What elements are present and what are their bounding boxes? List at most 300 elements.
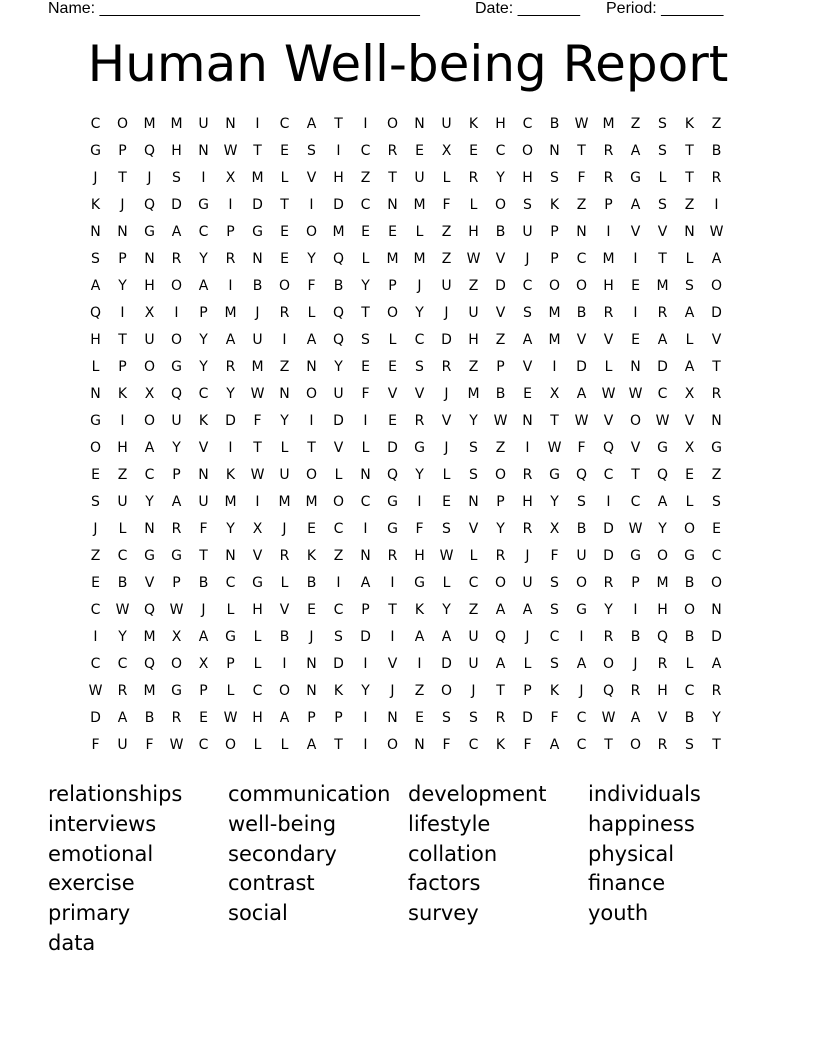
- grid-letter: S: [577, 494, 586, 510]
- grid-letter: E: [91, 575, 100, 591]
- word-bank-item: relationships: [48, 782, 183, 806]
- grid-letter: O: [683, 521, 696, 537]
- grid-letter: L: [523, 656, 532, 672]
- grid-letter: A: [306, 116, 317, 132]
- grid-letter: C: [117, 656, 128, 672]
- grid-letter: F: [442, 737, 451, 753]
- grid-letter: C: [414, 332, 425, 348]
- grid-letter: P: [118, 251, 127, 267]
- grid-letter: E: [361, 359, 370, 375]
- grid-letter: R: [711, 170, 722, 186]
- grid-letter: N: [522, 413, 533, 429]
- grid-letter: N: [225, 116, 236, 132]
- grid-letter: J: [255, 305, 260, 321]
- grid-letter: R: [603, 305, 614, 321]
- grid-letter: C: [522, 278, 533, 294]
- grid-letter: E: [199, 710, 208, 726]
- grid-letter: M: [602, 116, 615, 132]
- grid-letter: O: [386, 305, 399, 321]
- grid-letter: Q: [170, 386, 183, 402]
- grid-letter: L: [361, 251, 370, 267]
- grid-letter: B: [198, 575, 209, 591]
- grid-letter: T: [307, 440, 316, 456]
- grid-letter: L: [685, 332, 694, 348]
- grid-row: [82, 111, 734, 138]
- grid-letter: X: [549, 521, 560, 537]
- grid-letter: N: [360, 548, 371, 564]
- grid-letter: M: [386, 251, 399, 267]
- header-fields: [48, 0, 768, 19]
- grid-letter: A: [576, 656, 587, 672]
- grid-row: [82, 165, 734, 192]
- grid-letter: S: [415, 359, 424, 375]
- grid-letter: U: [333, 386, 344, 402]
- grid-letter: W: [601, 386, 616, 402]
- grid-letter: N: [684, 224, 695, 240]
- grid-letter: O: [278, 683, 291, 699]
- grid-letter: S: [307, 143, 316, 159]
- grid-letter: F: [577, 440, 586, 456]
- grid-letter: A: [630, 197, 641, 213]
- grid-letter: J: [93, 170, 98, 186]
- word-bank-item: development: [408, 782, 547, 806]
- grid-letter: T: [496, 683, 505, 699]
- grid-letter: G: [414, 440, 425, 456]
- grid-letter: E: [307, 602, 316, 618]
- grid-letter: X: [144, 305, 155, 321]
- grid-letter: C: [279, 116, 290, 132]
- grid-letter: Q: [89, 305, 102, 321]
- grid-letter: D: [441, 656, 452, 672]
- grid-letter: N: [630, 359, 641, 375]
- grid-letter: S: [550, 170, 559, 186]
- grid-letter: L: [469, 197, 478, 213]
- grid-letter: L: [442, 467, 451, 483]
- grid-letter: Q: [656, 467, 669, 483]
- grid-letter: Q: [143, 143, 156, 159]
- grid-letter: P: [550, 224, 559, 240]
- grid-letter: I: [255, 116, 260, 132]
- name-field: Name: ____________________________________: [48, 0, 420, 17]
- grid-letter: Q: [494, 629, 507, 645]
- grid-letter: V: [414, 386, 425, 402]
- grid-letter: N: [279, 386, 290, 402]
- grid-letter: Y: [172, 440, 181, 456]
- grid-letter: R: [117, 683, 128, 699]
- grid-letter: U: [441, 116, 452, 132]
- grid-letter: L: [442, 170, 451, 186]
- grid-letter: V: [279, 602, 290, 618]
- grid-letter: F: [550, 710, 559, 726]
- grid-letter: C: [576, 737, 587, 753]
- grid-letter: I: [363, 116, 368, 132]
- word-bank-item: happiness: [588, 811, 695, 836]
- grid-letter: V: [522, 359, 533, 375]
- grid-letter: B: [279, 629, 290, 645]
- grid-letter: M: [143, 116, 156, 132]
- grid-letter: C: [630, 494, 641, 510]
- word-bank-item: contrast: [228, 871, 315, 896]
- grid-letter: I: [255, 494, 260, 510]
- grid-row: [82, 678, 734, 705]
- grid-letter: Q: [143, 656, 156, 672]
- grid-letter: L: [469, 548, 478, 564]
- grid-letter: R: [441, 359, 452, 375]
- grid-letter: C: [90, 116, 101, 132]
- grid-letter: V: [630, 224, 641, 240]
- grid-letter: V: [657, 710, 668, 726]
- grid-letter: U: [414, 170, 425, 186]
- grid-letter: L: [118, 521, 127, 537]
- grid-letter: Y: [469, 413, 478, 429]
- grid-letter: W: [709, 224, 724, 240]
- grid-letter: J: [147, 170, 152, 186]
- grid-letter: I: [633, 305, 638, 321]
- grid-letter: T: [280, 197, 289, 213]
- grid-letter: V: [603, 413, 614, 429]
- grid-letter: Z: [495, 332, 506, 348]
- grid-letter: C: [360, 494, 371, 510]
- grid-letter: E: [523, 386, 532, 402]
- grid-letter: O: [305, 467, 318, 483]
- grid-letter: M: [656, 278, 669, 294]
- grid-letter: A: [576, 386, 587, 402]
- grid-letter: V: [495, 305, 506, 321]
- grid-letter: B: [684, 710, 695, 726]
- grid-letter: Y: [361, 278, 370, 294]
- grid-letter: P: [118, 143, 127, 159]
- grid-letter: C: [603, 467, 614, 483]
- grid-row: [82, 624, 734, 651]
- grid-letter: I: [201, 170, 206, 186]
- grid-letter: G: [198, 197, 209, 213]
- grid-letter: L: [658, 170, 667, 186]
- grid-letter: O: [629, 413, 642, 429]
- grid-letter: V: [252, 548, 263, 564]
- grid-letter: Y: [415, 467, 424, 483]
- grid-letter: R: [171, 521, 182, 537]
- grid-letter: Q: [143, 197, 156, 213]
- grid-letter: B: [576, 305, 587, 321]
- grid-letter: B: [549, 116, 560, 132]
- grid-letter: E: [415, 710, 424, 726]
- grid-letter: I: [363, 656, 368, 672]
- grid-letter: R: [522, 521, 533, 537]
- grid-letter: F: [91, 737, 100, 753]
- grid-letter: J: [444, 440, 449, 456]
- grid-letter: W: [574, 116, 589, 132]
- grid-letter: W: [439, 548, 454, 564]
- grid-letter: C: [198, 737, 209, 753]
- grid-letter: M: [467, 386, 480, 402]
- word-bank-item: youth: [588, 901, 649, 926]
- grid-letter: T: [712, 737, 721, 753]
- grid-letter: R: [711, 683, 722, 699]
- grid-letter: D: [171, 197, 182, 213]
- grid-letter: P: [334, 710, 343, 726]
- grid-letter: C: [684, 683, 695, 699]
- grid-letter: E: [280, 224, 289, 240]
- grid-letter: F: [577, 170, 586, 186]
- grid-row: [82, 300, 734, 327]
- grid-letter: A: [90, 278, 101, 294]
- grid-letter: B: [117, 575, 128, 591]
- grid-letter: A: [495, 602, 506, 618]
- grid-letter: X: [441, 143, 452, 159]
- grid-letter: W: [601, 710, 616, 726]
- grid-letter: G: [549, 467, 560, 483]
- grid-letter: P: [631, 575, 640, 591]
- grid-letter: I: [552, 359, 557, 375]
- grid-letter: G: [144, 224, 155, 240]
- grid-letter: T: [550, 413, 559, 429]
- grid-letter: O: [305, 386, 318, 402]
- grid-letter: S: [91, 251, 100, 267]
- grid-letter: Q: [575, 467, 588, 483]
- grid-letter: S: [523, 197, 532, 213]
- grid-letter: U: [279, 467, 290, 483]
- grid-letter: O: [440, 683, 453, 699]
- grid-letter: O: [575, 278, 588, 294]
- grid-letter: E: [361, 224, 370, 240]
- grid-letter: C: [117, 548, 128, 564]
- grid-letter: M: [224, 305, 237, 321]
- grid-letter: W: [547, 440, 562, 456]
- grid-letter: U: [468, 656, 479, 672]
- grid-letter: M: [548, 332, 561, 348]
- grid-letter: C: [90, 602, 101, 618]
- grid-letter: E: [469, 143, 478, 159]
- grid-row: [82, 597, 734, 624]
- grid-letter: A: [279, 710, 290, 726]
- grid-letter: E: [685, 467, 694, 483]
- grid-letter: R: [279, 548, 290, 564]
- grid-letter: D: [603, 521, 614, 537]
- grid-letter: A: [522, 332, 533, 348]
- grid-letter: T: [388, 170, 397, 186]
- grid-letter: W: [88, 683, 103, 699]
- grid-letter: X: [144, 386, 155, 402]
- grid-letter: F: [523, 737, 532, 753]
- grid-letter: N: [198, 467, 209, 483]
- grid-letter: Y: [442, 602, 451, 618]
- grid-letter: H: [603, 278, 614, 294]
- grid-letter: N: [117, 224, 128, 240]
- grid-letter: Y: [199, 359, 208, 375]
- grid-letter: Z: [333, 548, 344, 564]
- grid-letter: E: [280, 251, 289, 267]
- grid-letter: G: [630, 170, 641, 186]
- grid-letter: C: [198, 386, 209, 402]
- grid-letter: C: [360, 143, 371, 159]
- grid-letter: N: [144, 521, 155, 537]
- period-field: Period: _______: [606, 0, 724, 17]
- grid-letter: D: [657, 359, 668, 375]
- grid-letter: S: [550, 656, 559, 672]
- grid-letter: F: [361, 386, 370, 402]
- grid-letter: R: [387, 143, 398, 159]
- grid-letter: U: [198, 494, 209, 510]
- grid-letter: B: [684, 629, 695, 645]
- grid-letter: J: [525, 629, 530, 645]
- grid-letter: Z: [495, 440, 506, 456]
- grid-letter: K: [549, 197, 560, 213]
- grid-letter: Y: [550, 494, 559, 510]
- grid-letter: Y: [145, 494, 154, 510]
- grid-letter: U: [522, 224, 533, 240]
- grid-letter: W: [169, 602, 184, 618]
- grid-letter: C: [252, 683, 263, 699]
- grid-letter: O: [332, 494, 345, 510]
- grid-letter: Y: [199, 332, 208, 348]
- grid-letter: I: [336, 143, 341, 159]
- grid-letter: M: [224, 494, 237, 510]
- date-field: Date: _______: [475, 0, 580, 17]
- grid-letter: G: [90, 143, 101, 159]
- grid-letter: T: [199, 548, 208, 564]
- grid-letter: O: [278, 278, 291, 294]
- grid-letter: G: [630, 548, 641, 564]
- grid-letter: D: [603, 548, 614, 564]
- word-bank-item: collation: [408, 841, 498, 866]
- grid-letter: N: [549, 143, 560, 159]
- grid-letter: V: [198, 440, 209, 456]
- grid-letter: J: [309, 629, 314, 645]
- grid-letter: I: [363, 413, 368, 429]
- grid-letter: C: [225, 575, 236, 591]
- grid-letter: T: [388, 602, 397, 618]
- grid-letter: L: [307, 305, 316, 321]
- grid-letter: Z: [711, 467, 722, 483]
- grid-letter: L: [685, 656, 694, 672]
- grid-letter: I: [714, 197, 719, 213]
- grid-letter: P: [226, 224, 235, 240]
- grid-letter: M: [602, 251, 615, 267]
- grid-letter: Y: [280, 413, 289, 429]
- grid-row: [82, 408, 734, 435]
- grid-letter: D: [225, 413, 236, 429]
- grid-letter: N: [198, 143, 209, 159]
- letter-grid: [82, 111, 734, 759]
- grid-letter: Y: [496, 170, 505, 186]
- grid-letter: H: [468, 332, 479, 348]
- grid-letter: S: [469, 440, 478, 456]
- grid-letter: I: [390, 629, 395, 645]
- grid-letter: I: [606, 494, 611, 510]
- grid-letter: O: [575, 575, 588, 591]
- grid-letter: S: [361, 332, 370, 348]
- grid-letter: R: [603, 629, 614, 645]
- grid-letter: R: [711, 386, 722, 402]
- grid-letter: M: [251, 359, 264, 375]
- grid-letter: I: [93, 629, 98, 645]
- grid-letter: O: [143, 359, 156, 375]
- grid-letter: E: [91, 467, 100, 483]
- grid-letter: T: [631, 467, 640, 483]
- grid-letter: C: [468, 737, 479, 753]
- grid-letter: N: [225, 548, 236, 564]
- grid-letter: C: [711, 548, 722, 564]
- grid-letter: I: [363, 737, 368, 753]
- grid-letter: J: [525, 548, 530, 564]
- grid-letter: K: [495, 737, 506, 753]
- grid-letter: Z: [468, 602, 479, 618]
- grid-letter: Q: [386, 467, 399, 483]
- grid-letter: Q: [602, 683, 615, 699]
- word-bank-item: primary: [48, 901, 131, 926]
- grid-letter: L: [334, 467, 343, 483]
- grid-letter: U: [198, 116, 209, 132]
- grid-letter: X: [171, 629, 182, 645]
- grid-letter: I: [390, 575, 395, 591]
- grid-letter: S: [685, 737, 694, 753]
- grid-letter: A: [414, 629, 425, 645]
- grid-letter: N: [711, 602, 722, 618]
- grid-row: [82, 327, 734, 354]
- grid-letter: Z: [414, 683, 425, 699]
- grid-letter: K: [549, 683, 560, 699]
- grid-letter: G: [414, 575, 425, 591]
- grid-letter: C: [144, 467, 155, 483]
- grid-letter: A: [171, 494, 182, 510]
- grid-letter: O: [305, 224, 318, 240]
- grid-letter: U: [117, 737, 128, 753]
- grid-letter: A: [657, 332, 668, 348]
- grid-letter: Y: [199, 251, 208, 267]
- grid-letter: C: [333, 521, 344, 537]
- grid-letter: H: [468, 224, 479, 240]
- grid-letter: Y: [226, 521, 235, 537]
- grid-letter: Z: [468, 359, 479, 375]
- grid-letter: N: [387, 710, 398, 726]
- grid-letter: Q: [332, 332, 345, 348]
- grid-letter: O: [116, 116, 129, 132]
- grid-letter: H: [117, 440, 128, 456]
- grid-letter: H: [171, 143, 182, 159]
- grid-letter: R: [468, 170, 479, 186]
- grid-letter: R: [630, 683, 641, 699]
- grid-letter: R: [171, 710, 182, 726]
- grid-letter: W: [493, 413, 508, 429]
- grid-letter: P: [226, 656, 235, 672]
- grid-letter: I: [120, 413, 125, 429]
- grid-letter: H: [657, 683, 668, 699]
- grid-letter: N: [711, 413, 722, 429]
- grid-letter: N: [576, 224, 587, 240]
- grid-letter: N: [468, 494, 479, 510]
- grid-letter: I: [363, 710, 368, 726]
- grid-letter: L: [253, 737, 262, 753]
- grid-letter: D: [441, 332, 452, 348]
- grid-row: [82, 219, 734, 246]
- grid-letter: P: [172, 575, 181, 591]
- word-bank-item: data: [48, 930, 96, 955]
- grid-letter: K: [333, 683, 344, 699]
- grid-letter: W: [169, 737, 184, 753]
- grid-letter: L: [226, 683, 235, 699]
- grid-letter: M: [548, 305, 561, 321]
- grid-letter: B: [306, 575, 317, 591]
- grid-row: [82, 138, 734, 165]
- grid-letter: A: [657, 494, 668, 510]
- grid-letter: A: [684, 359, 695, 375]
- grid-letter: G: [657, 440, 668, 456]
- grid-letter: J: [417, 278, 422, 294]
- grid-letter: K: [414, 602, 425, 618]
- grid-letter: W: [628, 521, 643, 537]
- grid-letter: A: [360, 575, 371, 591]
- grid-letter: O: [710, 278, 723, 294]
